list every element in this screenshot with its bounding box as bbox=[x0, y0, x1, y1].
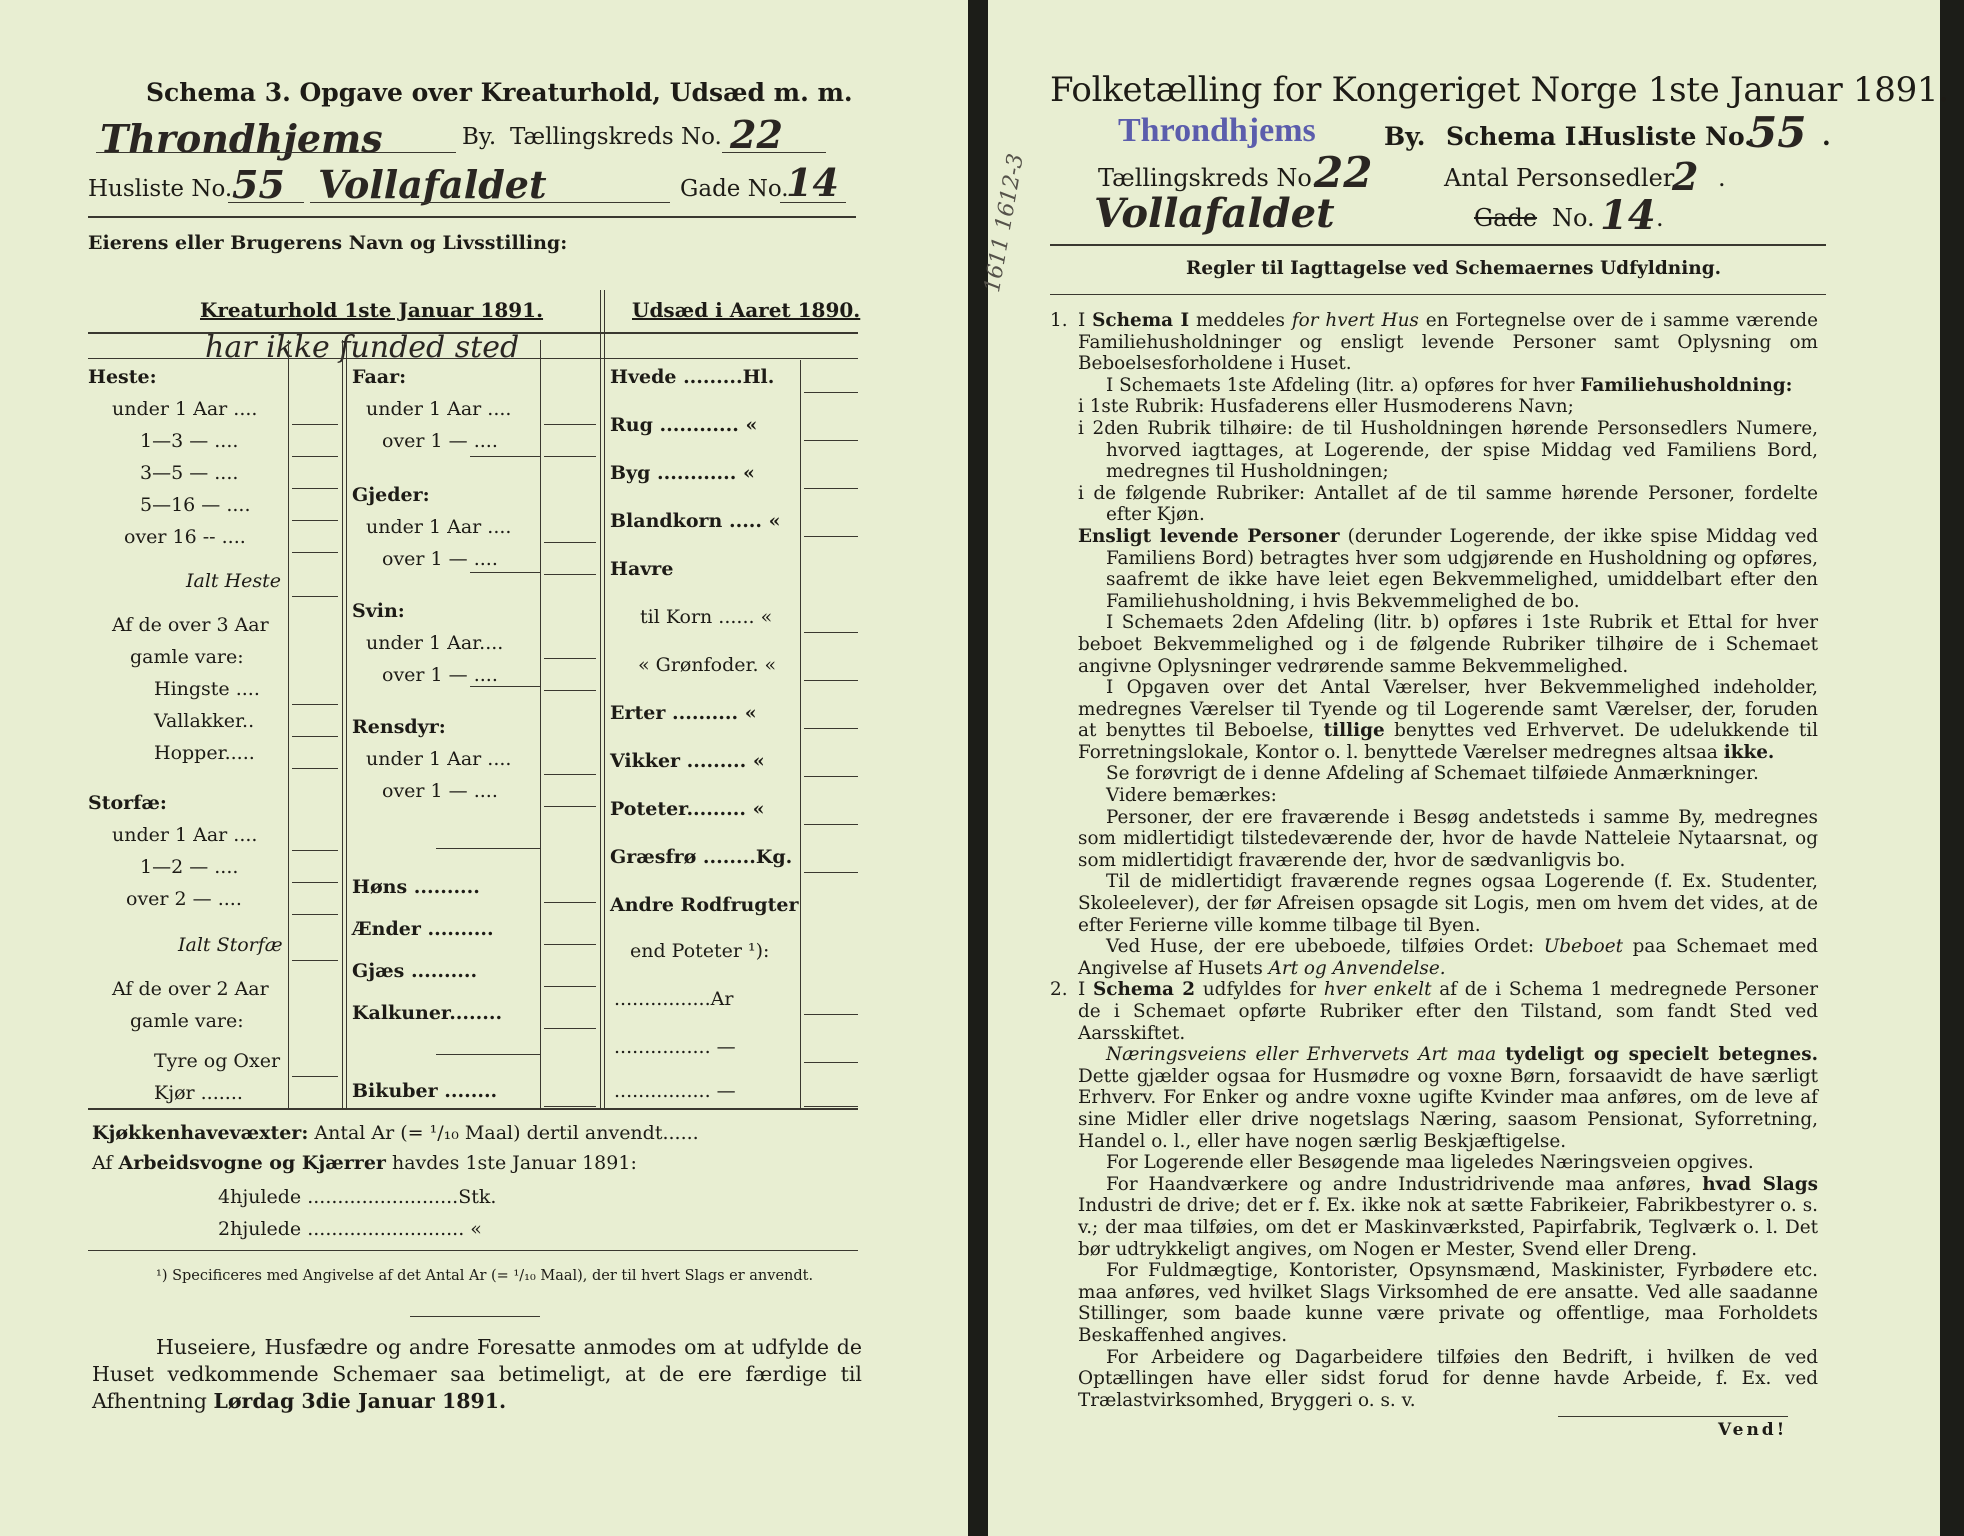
r-handwritten-husliste: 55 bbox=[1748, 108, 1807, 157]
col3-row: Byg ............ « bbox=[610, 462, 755, 484]
col3-row: Poteter......... « bbox=[610, 798, 765, 820]
col1-row: 5—16 — .... bbox=[140, 494, 251, 516]
r1d: for hvert Hus bbox=[1291, 310, 1419, 331]
col2-row: Svin: bbox=[352, 600, 405, 622]
rule1-num: 1. bbox=[1050, 310, 1068, 331]
col1-row: under 1 Aar .... bbox=[112, 824, 258, 846]
r11: Personer, der ere fraværende i Besøg andetsteds i samme By, medregnes som midlertidigt tilstedeværende der, hvor de havde Natteleie Nytaarsnat, og som midlertidigt fraværende der, hvor de sædvanligvis bo. bbox=[1078, 806, 1818, 871]
hjul2: 2hjulede .......................... « bbox=[218, 1218, 482, 1240]
col1-row: under 1 Aar .... bbox=[112, 398, 258, 420]
col3-row: Rug ............ « bbox=[610, 414, 758, 436]
husliste-dot: . bbox=[1822, 122, 1831, 151]
r17b: hvad Slags bbox=[1702, 1173, 1818, 1195]
vend-label: Vend! bbox=[1718, 1420, 1788, 1440]
r8b: tillige bbox=[1323, 720, 1385, 742]
arbeidsvogne-line bbox=[92, 1152, 637, 1174]
margin-note: 1611 1612-3 bbox=[980, 151, 1030, 295]
r1e: en Fortegnelse over de i samme værende Familiehusholdninger og ensligt levende Personer samt Oplysning om Beboelsesforholdene i Huset. bbox=[1078, 310, 1818, 375]
right-page bbox=[980, 0, 1949, 1536]
r15c: Dette gjælder ogsaa for Husmødre og voxne Børn, forsaavidt de have særligt Erhverv. For Enker og andre voxne ugifte Kvinder maa anføres, om de leve af sine Midler eller drive nogetslags Næring, saasom Pensionat, Syforretning, Handel o. l., eller have nogen særlig Beskjæftigelse. bbox=[1078, 1065, 1818, 1152]
footnote: ¹) Specificeres med Angivelse af det Antal Ar (= ¹/₁₀ Maal), der til hvert Slags er anvendt. bbox=[156, 1268, 814, 1284]
arb-prefix: Af bbox=[92, 1152, 113, 1174]
closing-date: Lørdag 3die Januar 1891. bbox=[213, 1389, 507, 1413]
handwritten-street: Vollafaldet bbox=[318, 162, 547, 207]
r13c: paa Schemaet med Angivelse af Husets bbox=[1078, 936, 1818, 979]
col2-row: over 1 — .... bbox=[382, 664, 498, 686]
r10: Videre bemærkes: bbox=[1106, 785, 1277, 807]
col1-row: 1—2 — .... bbox=[140, 856, 239, 878]
closing-text bbox=[92, 1334, 862, 1415]
col1-row: Heste: bbox=[88, 366, 157, 388]
r9: Se forøvrigt de i denne Afdeling af Schemaet tilføiede Anmærkninger. bbox=[1106, 763, 1759, 785]
col2-row: under 1 Aar .... bbox=[366, 748, 512, 770]
r14b: Schema 2 bbox=[1093, 979, 1196, 1001]
r13d: Art og Anvendelse. bbox=[1268, 957, 1446, 979]
col3-row: til Korn ...... « bbox=[640, 606, 773, 628]
r3: i 1ste Rubrik: Husfaderens eller Husmoderens Navn; bbox=[1078, 396, 1574, 418]
arb-label: Arbeidsvogne og Kjærrer bbox=[118, 1152, 386, 1174]
col2-row: under 1 Aar .... bbox=[366, 398, 512, 420]
handwritten-kreds: 22 bbox=[730, 112, 783, 157]
col3-row: Erter .......... « bbox=[610, 702, 757, 724]
col1-row: Kjør ....... bbox=[154, 1082, 243, 1104]
r8c: benyttes ved Erhvervet. De udelukkende til Forretningslokale, Kontor o. l. benyttede Værelser medregnes altsaa bbox=[1078, 720, 1818, 763]
kreatur-header: Kreaturhold 1ste Januar 1891. bbox=[200, 298, 544, 322]
udsaed-header: Udsæd i Aaret 1890. bbox=[632, 298, 861, 322]
r-gade-label: Gade bbox=[1474, 204, 1538, 232]
handwritten-note: har ikke funded sted bbox=[205, 330, 520, 365]
col1-row: 1—3 — .... bbox=[140, 430, 239, 452]
hjul4: 4hjulede .........................Stk. bbox=[218, 1186, 497, 1208]
col1-row: gamle vare: bbox=[130, 646, 244, 668]
r5: i de følgende Rubriker: Antallet af de til samme hørende Personer, fordelte efter Kjøn. bbox=[1078, 482, 1818, 526]
r15a: Næringsveiens eller Erhvervets Art maa bbox=[1106, 1044, 1497, 1066]
r6a: Ensligt levende Personer bbox=[1078, 525, 1340, 547]
col3-row: Andre Rodfrugter bbox=[610, 894, 799, 916]
col1-row: Vallakker.. bbox=[154, 710, 255, 732]
col2-row: Faar: bbox=[352, 366, 407, 388]
left-page bbox=[0, 0, 968, 1536]
col3-row: ................ — bbox=[614, 1036, 736, 1058]
r4: i 2den Rubrik tilhøire: de til Husholdningen hørende Personsedlers Numere, hvorved iagttages, at Logerende, der spise Middag ved Familiens Bord, medregnes til Husholdningen; bbox=[1078, 417, 1818, 483]
r-kreds-label: Tællingskreds No. bbox=[1098, 164, 1320, 192]
col3-row: « Grønfoder. « bbox=[638, 654, 777, 676]
rules-title: Regler til Iagttagelse ved Schemaernes Udfyldning. bbox=[1186, 258, 1722, 279]
arb-text: havdes 1ste Januar 1891: bbox=[391, 1152, 637, 1174]
r-husliste-label: Husliste No. bbox=[1580, 122, 1753, 151]
col2-row: Bikuber ........ bbox=[352, 1080, 498, 1102]
city-stamp: Throndhjems bbox=[1118, 112, 1316, 149]
col2-row: Ænder .......... bbox=[352, 918, 494, 940]
col2-row: under 1 Aar .... bbox=[366, 516, 512, 538]
rules-text bbox=[1050, 310, 1818, 1411]
col1-row: over 2 — .... bbox=[126, 888, 242, 910]
handwritten-gade: 14 bbox=[786, 160, 839, 205]
r1c: meddeles bbox=[1195, 310, 1285, 331]
col3-row: ................Ar bbox=[614, 988, 734, 1010]
r7: I Schemaets 2den Afdeling (litr. b) opføres i 1ste Rubrik et Ettal for hver beboet Bekvemmelighed og i de følgende Rubriker tilhøire de i Schemaet angivne Oplysninger vedrørende samme Bekvemmelighed. bbox=[1078, 612, 1818, 677]
by-label: By. bbox=[462, 124, 497, 150]
r1b: Schema I bbox=[1092, 310, 1190, 331]
col2-row: over 1 — .... bbox=[382, 430, 498, 452]
col1-row: over 16 -- .... bbox=[124, 526, 246, 548]
col1-row: Hopper..... bbox=[154, 742, 255, 764]
main-title: Folketælling for Kongeriget Norge 1ste Januar 1891. bbox=[1050, 70, 1949, 110]
handwritten-city: Throndhjems bbox=[100, 116, 383, 161]
col1-row: Ialt Storfæ bbox=[178, 934, 283, 956]
rule2-num: 2. bbox=[1050, 979, 1068, 1001]
col1-row: Af de over 3 Aar bbox=[112, 614, 269, 636]
col3-row: Vikker ......... « bbox=[610, 750, 765, 772]
col2-row: over 1 — .... bbox=[382, 780, 498, 802]
gade-label: Gade No. bbox=[680, 176, 789, 202]
col1-row: Storfæ: bbox=[88, 792, 167, 814]
col1-row: Af de over 2 Aar bbox=[112, 978, 269, 1000]
r-handwritten-gade: 14 bbox=[1600, 192, 1656, 239]
col2-row: over 1 — .... bbox=[382, 548, 498, 570]
r13a: Ved Huse, der ere ubeboede, tilføies Ordet: bbox=[1106, 936, 1535, 958]
handwritten-husliste: 55 bbox=[232, 162, 285, 207]
r14c: udfyldes for bbox=[1202, 979, 1317, 1001]
kjokken-label: Kjøkkenhavevæxter: bbox=[92, 1122, 309, 1144]
col2-row: Kalkuner........ bbox=[352, 1002, 503, 1024]
col3-row: end Poteter ¹): bbox=[630, 940, 770, 962]
col3-row: ................ — bbox=[614, 1080, 736, 1102]
r17c: Industri de drive; det er f. Ex. ikke nok at sætte Fabrikeier, Fabrikbestyrer o. s. v.; der maa tilføies, om det er Maskinværksted, Papirfabrik, Teglværk o. l. Det bør udtrykkeligt angives, om Nogen er Mester, Svend eller Dreng. bbox=[1078, 1195, 1818, 1260]
r8d: ikke. bbox=[1723, 741, 1775, 763]
r16: For Logerende eller Besøgende maa ligeledes Næringsveien opgives. bbox=[1106, 1152, 1754, 1174]
r13b: Ubeboet bbox=[1543, 936, 1624, 958]
schema1-label: Schema I. bbox=[1446, 122, 1586, 151]
r15b: tydeligt og specielt betegnes. bbox=[1505, 1044, 1818, 1066]
antal-label: Antal Personsedler bbox=[1444, 164, 1675, 192]
r-handwritten-antal: 2 bbox=[1672, 154, 1699, 199]
r8a: I Opgaven over det Antal Værelser, hver Bekvemmelighed indeholder, medregnes Værelser til Tyende og til Logerende samt Værelser, der, foruden at benyttes til Beboelse, bbox=[1078, 677, 1818, 742]
r17a: For Haandværkere og andre Industridrivende maa anføres, bbox=[1106, 1173, 1692, 1195]
r2b: Familiehusholdning: bbox=[1580, 374, 1793, 396]
r-no-label: No. bbox=[1552, 204, 1595, 232]
col3-row: Havre bbox=[610, 558, 674, 580]
schema3-title: Schema 3. Opgave over Kreaturhold, Udsæd m. m. bbox=[146, 78, 853, 107]
kjokken-line bbox=[92, 1122, 699, 1144]
col1-row: Tyre og Oxer bbox=[154, 1050, 281, 1072]
col3-row: Græsfrø ........Kg. bbox=[610, 846, 793, 868]
r6b: (derunder Logerende, der ikke spise Middag ved Familiens Bord) betragtes hver som udgjørende en Husholdning og opføres, saafremt de ikke have leiet egen Bekvemmelighed, umiddelbart efter den Familiehusholdning, i hvis Bekvemmelighed de bo. bbox=[1106, 525, 1819, 612]
col3-row: Blandkorn ..... « bbox=[610, 510, 781, 532]
r-handwritten-kreds: 22 bbox=[1314, 148, 1373, 197]
r14a: I bbox=[1078, 979, 1086, 1001]
col3-row: Hvede .........Hl. bbox=[610, 366, 775, 388]
gade-dot: . bbox=[1656, 204, 1664, 232]
col2-row: Rensdyr: bbox=[352, 716, 446, 738]
col2-row: Gjeder: bbox=[352, 484, 430, 506]
husliste-label: Husliste No. bbox=[88, 176, 233, 202]
kreds-label: Tællingskreds No. bbox=[510, 124, 722, 150]
col1-row: Ialt Heste bbox=[186, 570, 282, 592]
col1-row: 3—5 — .... bbox=[140, 462, 239, 484]
col2-row: under 1 Aar.... bbox=[366, 632, 504, 654]
r14e: af de i Schema 1 medregnede Personer de i Schemaet opførte Rubriker efter den Tilstand, som fandt Sted ved Aarsskiftet. bbox=[1078, 979, 1818, 1044]
col2-row: Høns .......... bbox=[352, 876, 480, 898]
r19: For Arbeidere og Dagarbeidere tilføies den Bedrift, i hvilken de ved Optællingen have eller sidst forud for denne havde Arbeide, f. Ex. ved Trælastvirksomhed, Bryggeri o. s. v. bbox=[1078, 1346, 1818, 1411]
r1a: I bbox=[1078, 310, 1086, 331]
owner-label: Eierens eller Brugerens Navn og Livsstilling: bbox=[88, 232, 568, 254]
col1-row: gamle vare: bbox=[130, 1010, 244, 1032]
closing-text-main: Huseiere, Husfædre og andre Foresatte anmodes om at udfylde de Huset vedkommende Schemaer saa betimeligt, at de ere færdige til Afhentning bbox=[92, 1335, 862, 1413]
antal-dot: . bbox=[1718, 164, 1726, 192]
r-handwritten-street: Vollafaldet bbox=[1094, 190, 1335, 237]
r14d: hver enkelt bbox=[1323, 979, 1432, 1001]
col1-row: Hingste .... bbox=[154, 678, 260, 700]
r2a: I Schemaets 1ste Afdeling (litr. a) opføres for hver bbox=[1106, 374, 1575, 396]
r12: Til de midlertidigt fraværende regnes ogsaa Logerende (f. Ex. Studenter, Skoleelever), der før Afreisen opsagde sit Logis, men om hvem det vides, at de efter Ferierne ville komme tilbage til Byen. bbox=[1078, 871, 1818, 936]
kjokken-text: Antal Ar (= ¹/₁₀ Maal) dertil anvendt...... bbox=[314, 1122, 699, 1144]
col2-row: Gjæs .......... bbox=[352, 960, 478, 982]
r18: For Fuldmægtige, Kontorister, Opsynsmænd, Maskinister, Fyrbødere etc. maa anføres, ved hvilket Slags Virksomhed de ere ansatte. Ved alle saadanne Stillinger, som baade kunne være private og offentlige, maa Forholdets Beskaffenhed angives. bbox=[1078, 1260, 1818, 1346]
r-by-label: By. bbox=[1384, 122, 1426, 151]
